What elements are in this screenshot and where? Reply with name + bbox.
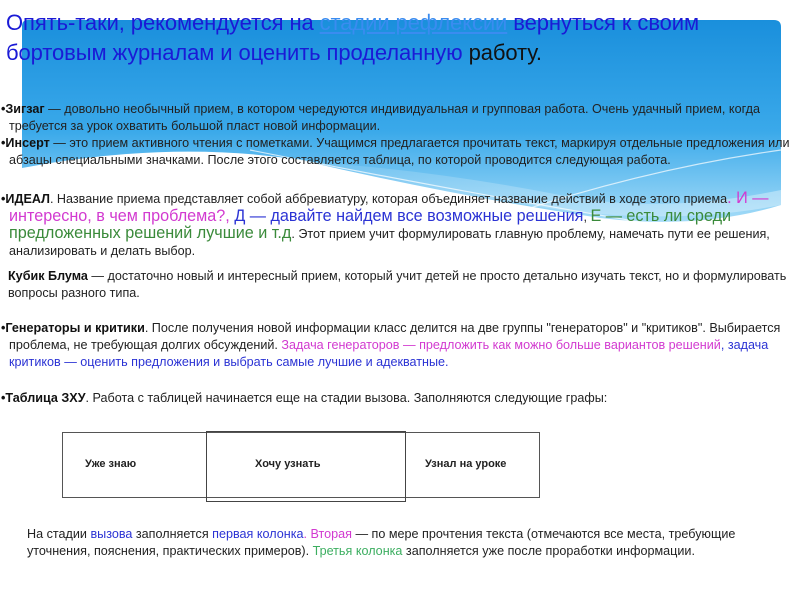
ideal-e: Е — есть ли среди предложенных решений лучшие и т.д: [9, 206, 732, 242]
term-zigzag: Зигзаг: [5, 102, 45, 116]
term-insert: Инсерт: [5, 136, 50, 150]
generators-task: Задача генераторов — предложить как можно больше вариантов решений: [281, 338, 721, 352]
ideal-text-2: . Этот прием учит формулировать главную проблему, намечать пути ее решения, анализировать и делать выбор.: [9, 227, 770, 258]
title-part-2: вернуться к своим бортовым журналам и оценить проделанную: [6, 10, 700, 65]
zxu-table: [62, 432, 540, 498]
zxu-text: . Работа с таблицей начинается еще на стадии вызова. Заполняются следующие графы:: [85, 391, 608, 405]
generators-text: . После получения новой информации класс делится на две группы "генераторов" и "критиков". Выбирается проблема, не требующая долгих обсуждений.: [9, 321, 781, 352]
bullet: •: [1, 102, 6, 116]
footer-text: заполняется: [132, 527, 213, 541]
footer-text: На стадии: [27, 527, 91, 541]
title-part-1: Опять-таки, рекомендуется на: [6, 10, 320, 35]
critics-task: задача критиков — оценить предложения и выбрать самые лучшие и адекватные.: [9, 338, 769, 369]
item-insert: [1, 135, 800, 169]
term-zxu: Таблица ЗХУ: [5, 391, 86, 405]
insert-text: — это прием активного чтения с пометками. Учащимся предлагается прочитать текст, маркируя отдельные предложения или абзацы специальными значками. После этого составляется таблица, по которой проводится следующая работа.: [9, 136, 790, 167]
term-generators: Генераторы и критики: [5, 321, 145, 335]
reflection-link[interactable]: стадии рефлексии: [319, 10, 508, 35]
term-bloom: Кубик Блума: [8, 269, 88, 283]
bullet: •: [1, 136, 6, 150]
column-want: Хочу узнать: [255, 458, 321, 470]
item-generators: [1, 320, 800, 371]
footer-text: заполняется уже после проработки информации.: [402, 544, 695, 558]
ideal-i: . И — интересно, в чем проблема?,: [9, 189, 769, 225]
bullet: •: [1, 391, 6, 405]
table-explanation: [27, 526, 747, 560]
item-zxu: [1, 390, 800, 407]
item-zigzag: [1, 101, 800, 135]
ideal-d: Д — давайте найдем все возможные решения: [234, 206, 584, 225]
slide-title: [6, 8, 796, 68]
title-part-3: работу.: [468, 40, 542, 65]
generators-comma: ,: [720, 338, 728, 352]
footer-third-column: Третья колонка: [312, 544, 403, 558]
bullet: •: [1, 192, 6, 206]
item-bloom: [1, 268, 800, 302]
footer-first-column: первая колонка: [212, 527, 304, 541]
ideal-comma: ,: [583, 209, 591, 224]
footer-second-column: . Вторая: [303, 527, 352, 541]
bullet: •: [1, 321, 6, 335]
column-learned: Узнал на уроке: [425, 458, 507, 470]
footer-call-stage: вызова: [90, 527, 133, 541]
ideal-text-1: . Название приема представляет собой аббревиатуру, которая объединяет название действий в ходе этого приема: [49, 192, 728, 206]
column-know: Уже знаю: [85, 458, 137, 470]
item-ideal: [1, 190, 800, 259]
term-ideal: ИДЕАЛ: [5, 192, 50, 206]
zigzag-text: — довольно необычный прием, в котором чередуются индивидуальная и групповая работа. Очень удачный прием, когда требуется за урок охватить большой пласт новой информации.: [9, 102, 760, 133]
footer-text: — по мере прочтения текста (отмечаются все места, требующие уточнения, пояснения, практических примеров).: [27, 527, 736, 558]
bloom-text: — достаточно новый и интересный прием, который учит детей не просто детально изучать текст, но и формулировать вопросы разного типа.: [8, 269, 787, 300]
